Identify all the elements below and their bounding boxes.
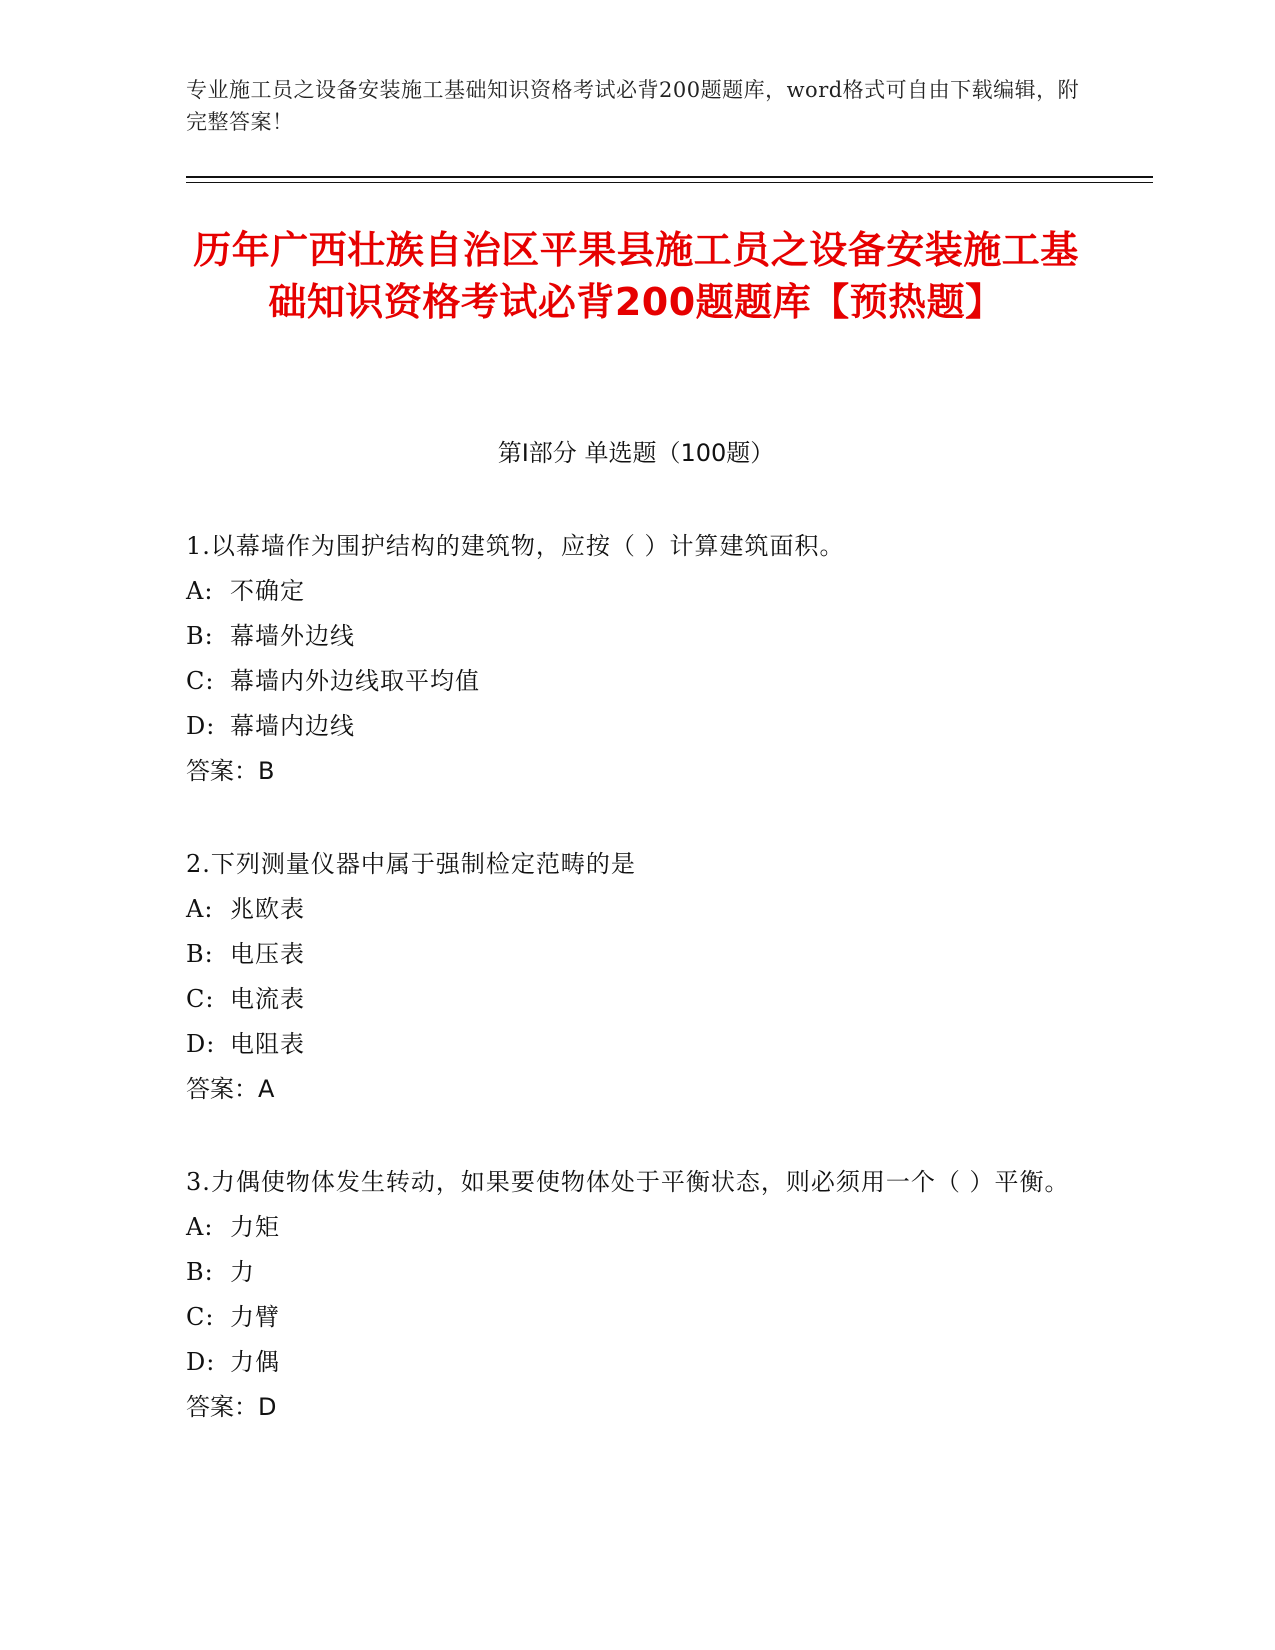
answer-line: 答案：A (186, 1075, 275, 1103)
option-b (186, 1250, 1086, 1295)
option-text: 力臂 (230, 1303, 280, 1331)
option-key: B: (186, 940, 214, 968)
answer-line: 答案：D (186, 1393, 277, 1421)
option-text: 力矩 (230, 1213, 280, 1241)
option-key: B: (186, 1258, 214, 1286)
option-text: 不确定 (230, 577, 305, 605)
option-d (186, 1022, 1086, 1067)
question-block (186, 524, 1086, 794)
question-stem: 2.下列测量仪器中属于强制检定范畴的是 (186, 850, 636, 878)
option-key: C: (186, 1303, 215, 1331)
section-heading: 第I部分 单选题（100题） (497, 439, 775, 467)
option-key: D: (186, 1030, 216, 1058)
option-b (186, 932, 1086, 977)
option-text: 电压表 (230, 940, 305, 968)
option-d (186, 1340, 1086, 1385)
header-rule-thick (186, 176, 1153, 178)
answer-line: 答案：B (186, 757, 275, 785)
option-key: C: (186, 985, 215, 1013)
option-c (186, 1295, 1086, 1340)
option-a (186, 1205, 1086, 1250)
document-title: 历年广西壮族自治区平果县施工员之设备安装施工基础知识资格考试必背200题题库【预热题】 (193, 228, 1079, 324)
question-stem: 1.以幕墙作为围护结构的建筑物，应按（ ）计算建筑面积。 (186, 532, 845, 560)
option-c (186, 977, 1086, 1022)
option-b (186, 614, 1086, 659)
option-key: A: (186, 1213, 214, 1241)
option-key: A: (186, 577, 214, 605)
header-note: 专业施工员之设备安装施工基础知识资格考试必背200题题库，word格式可自由下载编辑，附完整答案！ (186, 78, 1080, 134)
option-key: B: (186, 622, 214, 650)
option-text: 力偶 (230, 1348, 280, 1376)
option-key: D: (186, 1348, 216, 1376)
option-text: 兆欧表 (230, 895, 305, 923)
option-c (186, 659, 1086, 704)
option-text: 幕墙内外边线取平均值 (230, 667, 480, 695)
option-d (186, 704, 1086, 749)
question-block (186, 1160, 1086, 1430)
option-text: 幕墙内边线 (230, 712, 355, 740)
option-text: 电阻表 (230, 1030, 305, 1058)
option-key: C: (186, 667, 215, 695)
option-text: 电流表 (230, 985, 305, 1013)
option-text: 幕墙外边线 (230, 622, 355, 650)
header-rule-thin (186, 182, 1153, 183)
option-a (186, 887, 1086, 932)
option-key: D: (186, 712, 216, 740)
option-key: A: (186, 895, 214, 923)
option-a (186, 569, 1086, 614)
question-block (186, 842, 1086, 1112)
option-text: 力 (230, 1258, 255, 1286)
question-stem: 3.力偶使物体发生转动，如果要使物体处于平衡状态，则必须用一个（ ）平衡。 (186, 1168, 1070, 1196)
